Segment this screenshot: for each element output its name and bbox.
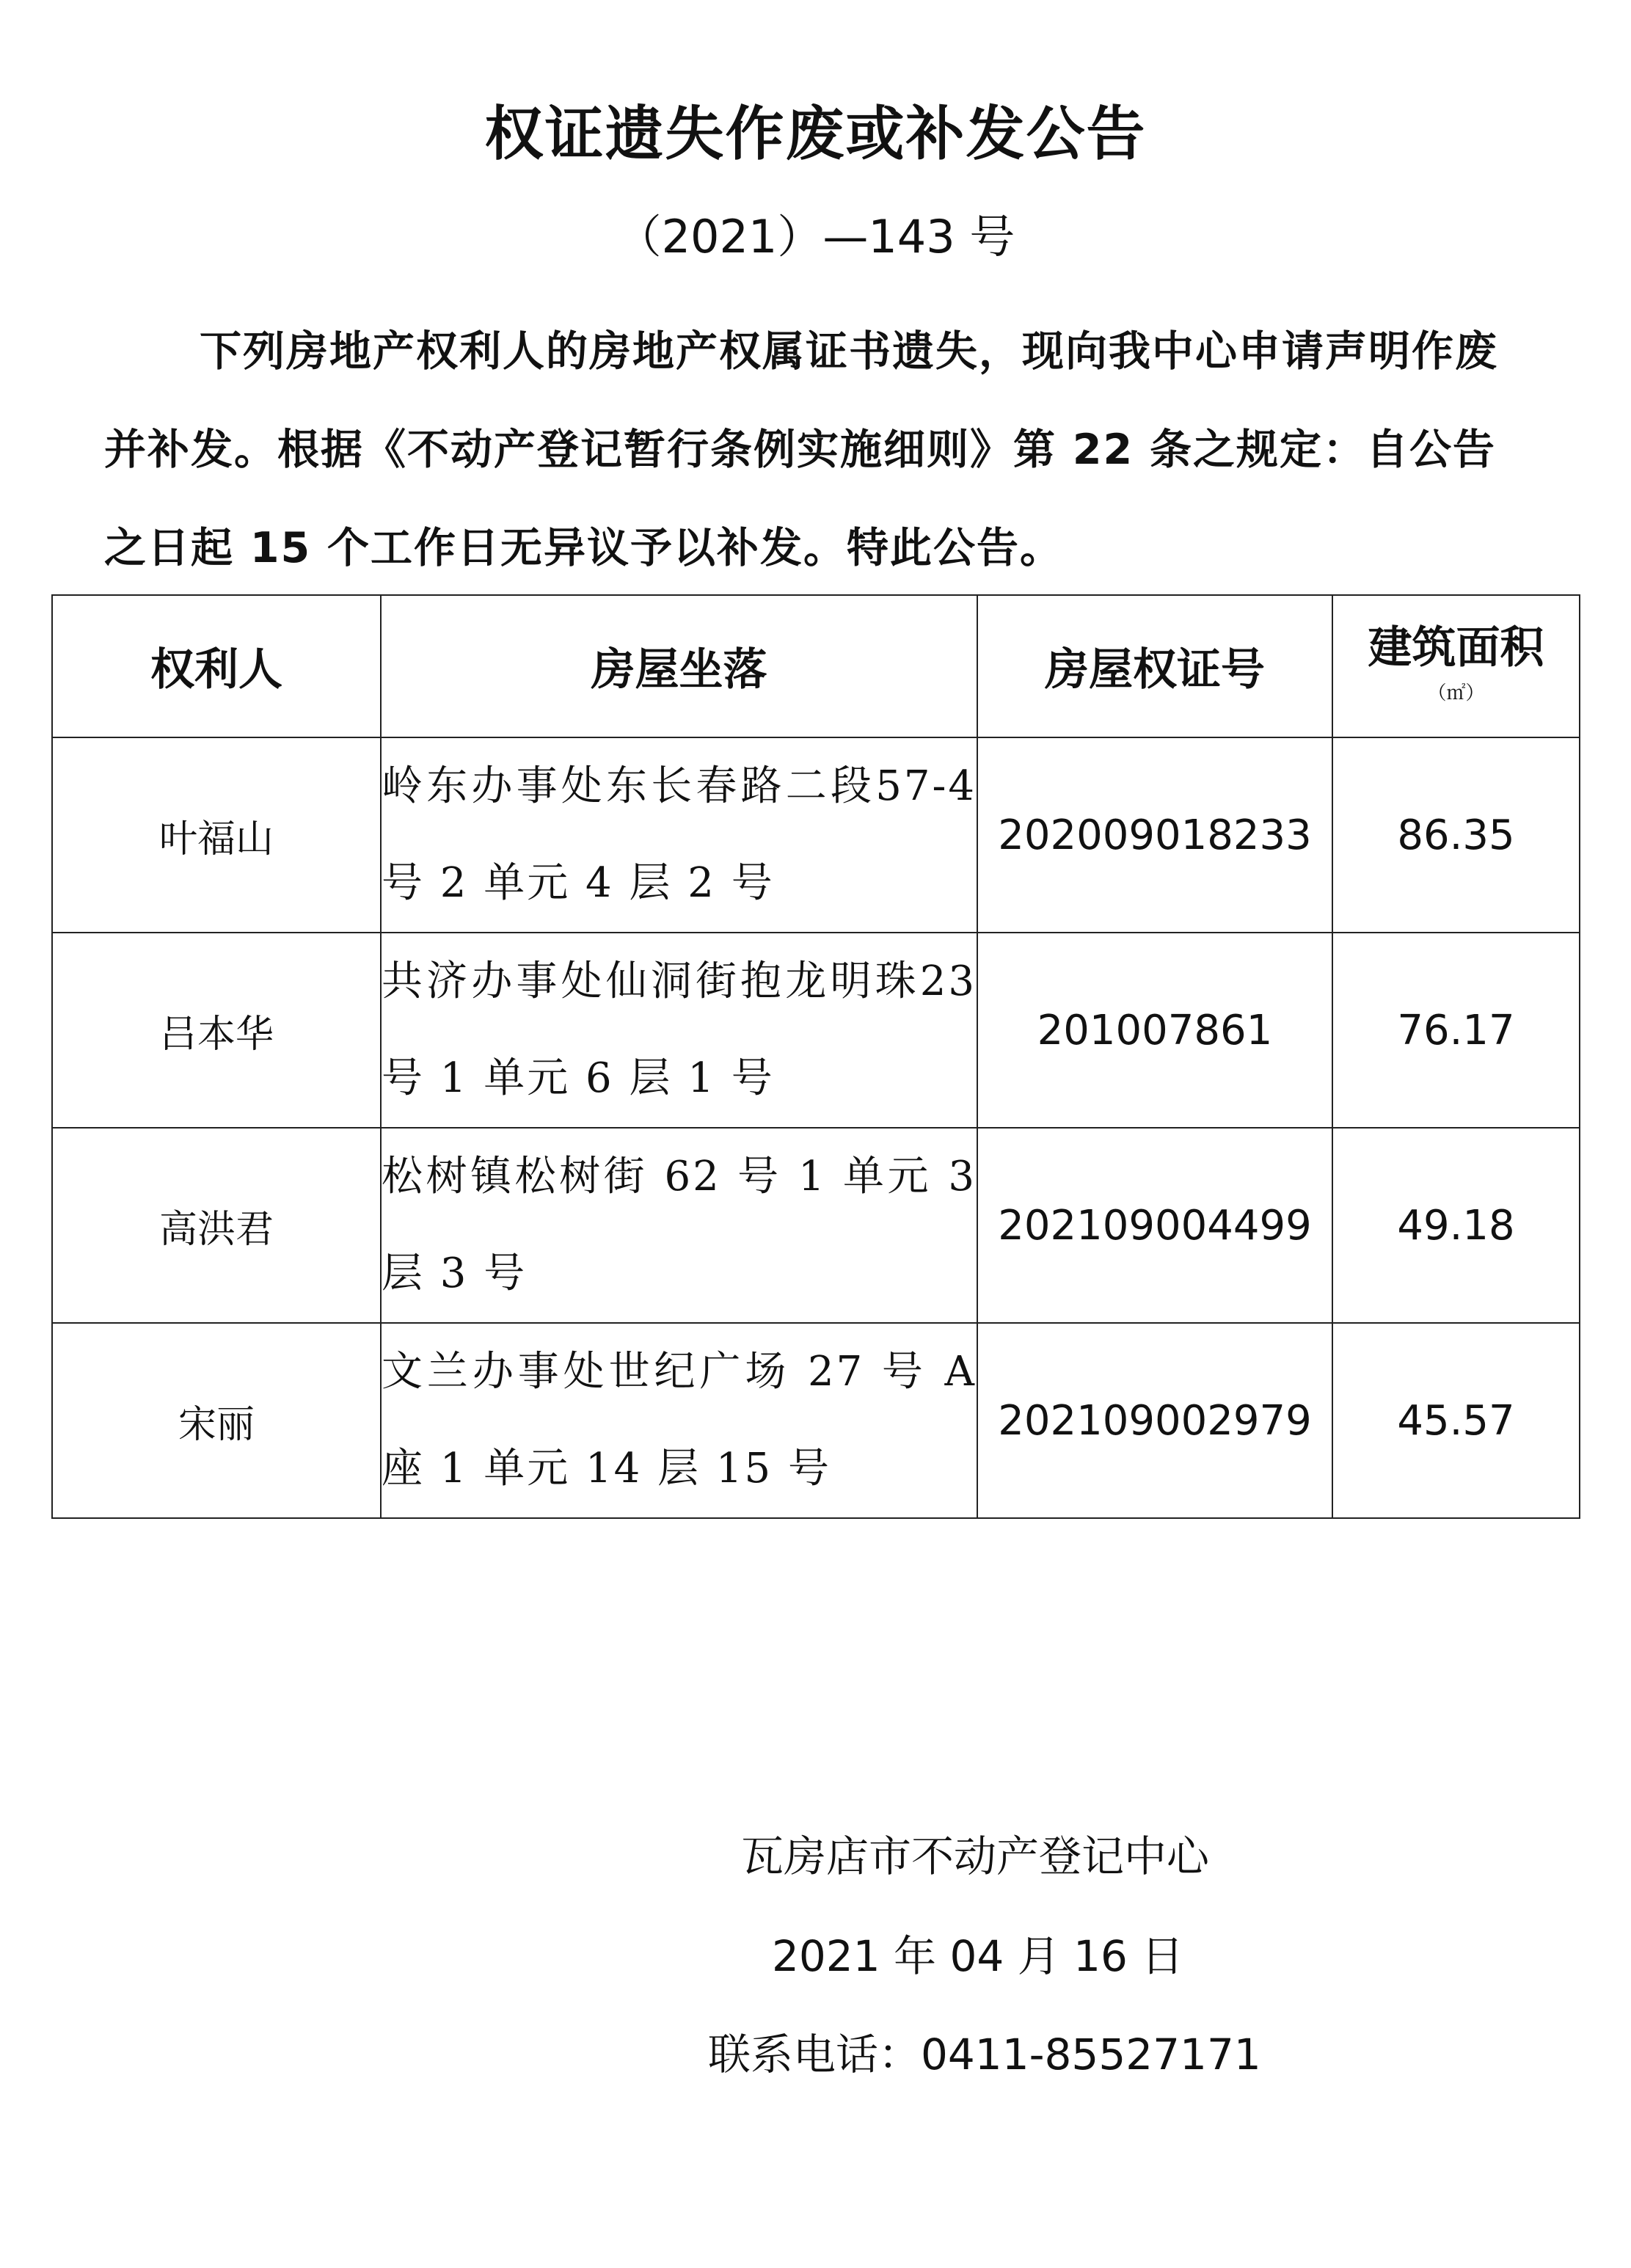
location-cell: 松树镇松树街 62 号 1 单元 3 层 3 号	[381, 1128, 977, 1323]
document-number: （2021）—143 号	[616, 210, 1015, 263]
header-area-unit: （㎡）	[1427, 682, 1485, 704]
table-row	[52, 1128, 1580, 1323]
table-row	[52, 737, 1580, 933]
cert-no-cell: 202109002979	[977, 1323, 1332, 1518]
notice-body: 下列房地产权利人的房地产权属证书遗失，现向我中心申请声明作废并补发。根据《不动产登记暂行条例实施细则》第 22 条之规定：自公告之日起 15 个工作日无异议予以补发。特此公告。	[104, 327, 1498, 572]
table-row	[52, 933, 1580, 1128]
location-cell: 岭东办事处东长春路二段57-4 号 2 单元 4 层 2 号	[381, 737, 977, 933]
issuer-name: 瓦房店市不动产登记中心	[741, 1831, 1210, 1881]
cert-no-cell: 201007861	[977, 933, 1332, 1128]
cert-no-cell: 202109004499	[977, 1128, 1332, 1323]
location-cell: 共济办事处仙洞街抱龙明珠23 号 1 单元 6 层 1 号	[381, 933, 977, 1128]
location-cell: 文兰办事处世纪广场 27 号 A 座 1 单元 14 层 15 号	[381, 1323, 977, 1518]
records-table	[51, 594, 1580, 1519]
notice-title: 权证遗失作废或补发公告	[484, 100, 1147, 168]
owner-cell: 吕本华	[52, 933, 381, 1128]
header-cert-no: 房屋权证号	[977, 595, 1332, 737]
table-header-row	[52, 595, 1580, 737]
area-cell: 76.17	[1332, 933, 1580, 1128]
cert-no-cell: 202009018233	[977, 737, 1332, 933]
header-area	[1332, 595, 1580, 737]
issue-date: 2021 年 04 月 16 日	[772, 1931, 1184, 1981]
area-cell: 49.18	[1332, 1128, 1580, 1323]
area-cell: 86.35	[1332, 737, 1580, 933]
header-area-label: 建筑面积	[1368, 622, 1544, 674]
header-location: 房屋坐落	[381, 595, 977, 737]
table-row	[52, 1323, 1580, 1518]
area-cell: 45.57	[1332, 1323, 1580, 1518]
header-owner: 权利人	[52, 595, 381, 737]
owner-cell: 高洪君	[52, 1128, 381, 1323]
owner-cell: 宋丽	[52, 1323, 381, 1518]
owner-cell: 叶福山	[52, 737, 381, 933]
contact-phone: 联系电话：0411-85527171	[708, 2030, 1261, 2079]
